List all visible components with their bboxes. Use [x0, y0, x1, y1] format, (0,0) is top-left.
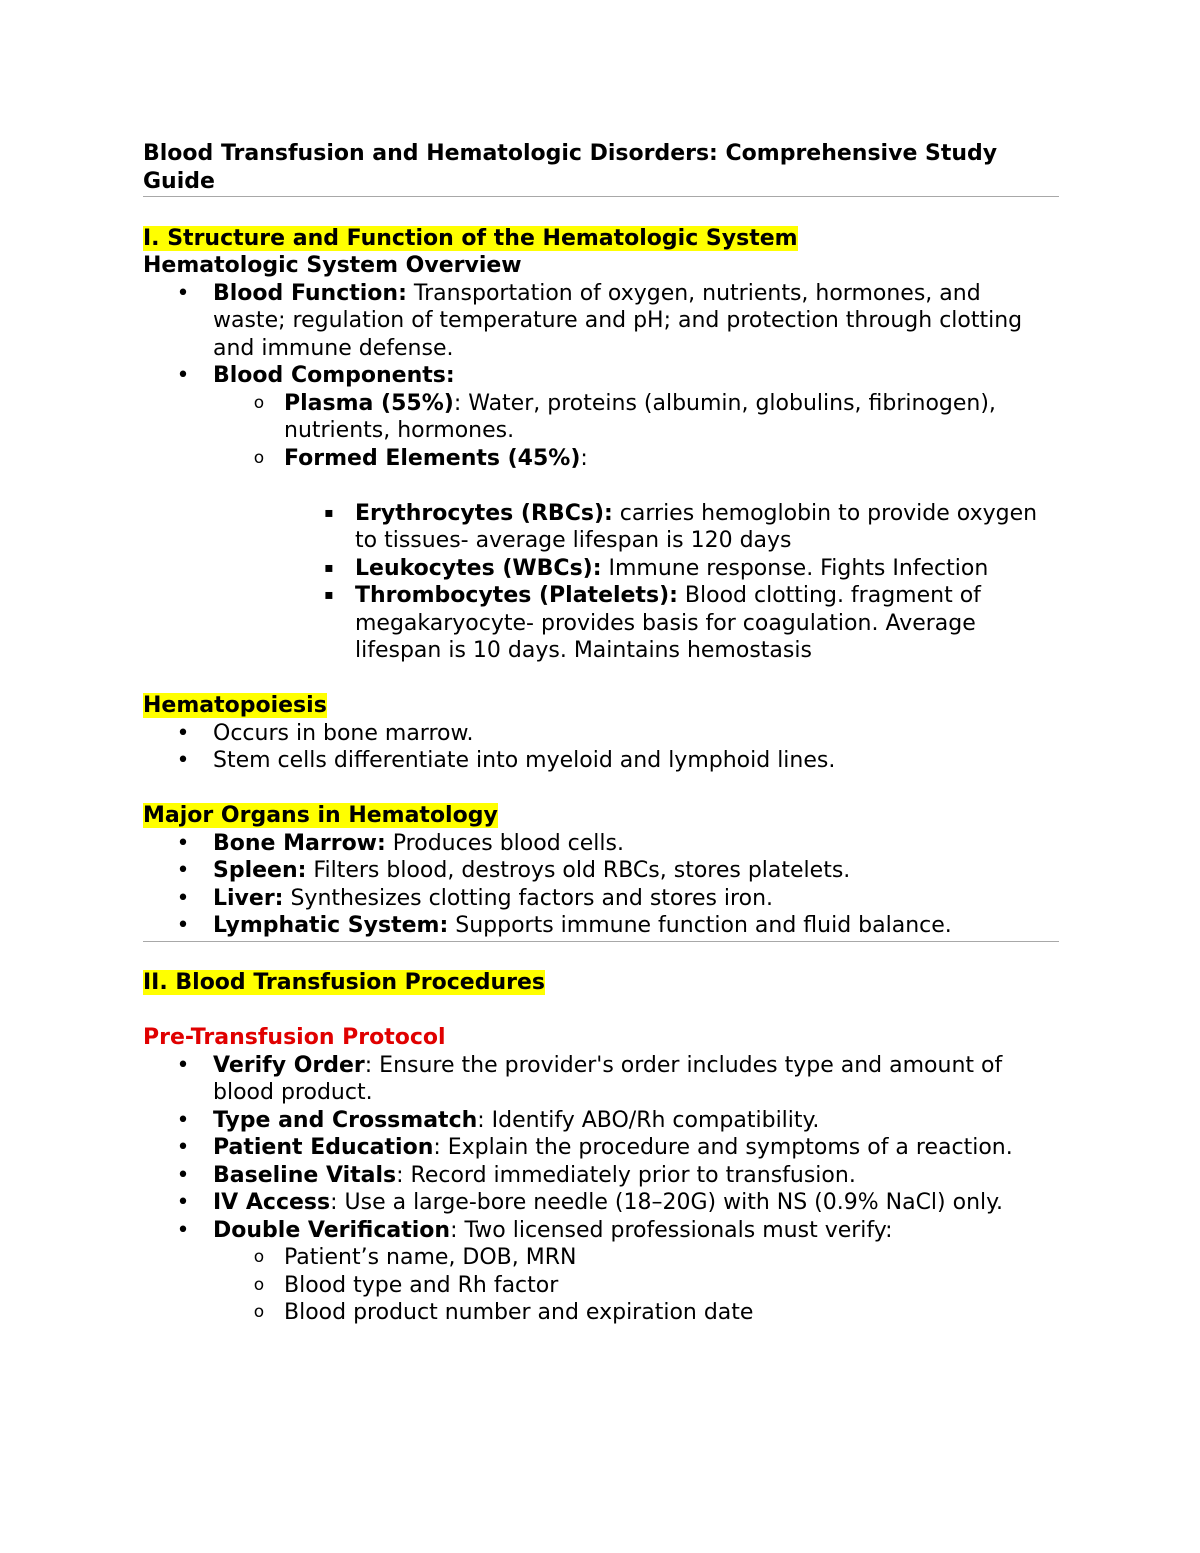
list-item: o Formed Elements (45%): ▪ Erythrocytes (RBCs): carries hemoglobin to provide oxygen to tissues- average lifespan is 120 days ▪ Leukocytes (WBCs): Immune response. Fights Infection ▪ Thrombocytes (Platelets): Blood clotting. fragment of megakaryocyte- provides basis for coagulation. Average lifespan is 10 days. Maintains hemostasis: [213, 445, 1059, 665]
circle-bullet-icon: o: [253, 447, 265, 468]
overview-list: [143, 280, 1059, 665]
hematopoiesis-list: [143, 720, 1059, 775]
bullet-icon: •: [176, 830, 190, 856]
circle-bullet-icon: o: [253, 1274, 265, 1295]
list-item: • Liver: Synthesizes clotting factors and stores iron.: [143, 885, 1059, 913]
organs-list: [143, 830, 1059, 940]
list-item: • Blood Components: o Plasma (55%): Water, proteins (albumin, globulins, fibrinogen), nutrients, hormones. o Formed Elements (45%): ▪ Erythrocytes (RBCs): carries hemoglobin to provide oxygen to tissues- average lifespan is 120 days ▪ Leukocytes (WBCs): Immune response. Fights Infection ▪ Thrombocytes (Platelets): Blood clotting. fragment of megakaryocyte- provides basis for coagulation. Average lifespan is 10 days. Maintains hemostasis: [143, 362, 1059, 665]
list-item: ▪ Thrombocytes (Platelets): Blood clotting. fragment of megakaryocyte- provides basis for coagulation. Average lifespan is 10 days. Maintains hemostasis: [284, 582, 1059, 665]
list-item: ▪ Erythrocytes (RBCs): carries hemoglobin to provide oxygen to tissues- average lifespan is 120 days: [284, 500, 1059, 555]
organs-heading: Major Organs in Hematology: [143, 803, 498, 828]
doc-title: Blood Transfusion and Hematologic Disorders: Comprehensive Study Guide: [143, 141, 998, 194]
circle-bullet-icon: o: [253, 1302, 265, 1322]
list-item: • Patient Education: Explain the procedure and symptoms of a reaction.: [143, 1134, 1059, 1162]
list-item: • Bone Marrow: Produces blood cells.: [143, 830, 1059, 858]
bullet-icon: •: [176, 1135, 190, 1160]
document-page: [143, 140, 1059, 1327]
square-bullet-icon: ▪: [324, 559, 334, 576]
bullet-icon: •: [176, 748, 190, 773]
bullet-icon: •: [176, 1162, 190, 1188]
bullet-icon: •: [176, 1052, 190, 1078]
protocol-heading: Pre-Transfusion Protocol: [143, 1025, 446, 1050]
list-item: • Spleen: Filters blood, destroys old RBCs, stores platelets.: [143, 857, 1059, 885]
list-item: ▪ Leukocytes (WBCs): Immune response. Fights Infection: [284, 555, 1059, 583]
section-2-heading: II. Blood Transfusion Procedures: [143, 970, 546, 995]
bullet-icon: •: [176, 1190, 190, 1215]
bullet-icon: •: [176, 280, 190, 306]
list-item: o Blood product number and expiration date: [213, 1299, 1059, 1327]
components-sublist: [213, 390, 1059, 665]
list-item: • Occurs in bone marrow.: [143, 720, 1059, 748]
cells-sublist: [284, 500, 1059, 665]
square-bullet-icon: ▪: [324, 504, 334, 521]
list-item: • Stem cells differentiate into myeloid and lymphoid lines.: [143, 747, 1059, 775]
bullet-icon: •: [176, 885, 190, 911]
list-item: o Plasma (55%): Water, proteins (albumin, globulins, fibrinogen), nutrients, hormones.: [213, 390, 1059, 445]
overview-subheading: Hematologic System Overview: [143, 253, 522, 278]
bullet-icon: •: [176, 720, 190, 746]
bullet-icon: •: [176, 363, 190, 388]
list-item: • Verify Order: Ensure the provider's order includes type and amount of blood product.: [143, 1052, 1059, 1107]
bullet-icon: •: [176, 913, 190, 938]
bullet-icon: •: [176, 1217, 190, 1243]
list-item: o Patient’s name, DOB, MRN: [213, 1244, 1059, 1272]
bullet-icon: •: [176, 1107, 190, 1133]
bullet-icon: •: [176, 858, 190, 883]
list-item: • IV Access: Use a large-bore needle (18–20G) with NS (0.9% NaCl) only.: [143, 1189, 1059, 1217]
list-item: • Lymphatic System: Supports immune function and fluid balance.: [143, 912, 1059, 940]
list-item: • Baseline Vitals: Record immediately prior to transfusion.: [143, 1162, 1059, 1190]
verify-sublist: [213, 1244, 1059, 1327]
hematopoiesis-heading: Hematopoiesis: [143, 693, 327, 718]
section-1-heading: I. Structure and Function of the Hematologic System: [143, 225, 798, 251]
square-bullet-icon: ▪: [324, 587, 334, 603]
circle-bullet-icon: o: [253, 1247, 265, 1267]
list-item: • Double Verification: Two licensed professionals must verify: o Patient’s name, DOB, MRN o Blood type and Rh factor o Blood product number and expiration date: [143, 1217, 1059, 1327]
protocol-list: [143, 1052, 1059, 1327]
list-item: • Type and Crossmatch: Identify ABO/Rh compatibility.: [143, 1107, 1059, 1135]
list-item: • Blood Function: Transportation of oxygen, nutrients, hormones, and waste; regulation of temperature and pH; and protection through clotting and immune defense.: [143, 280, 1059, 363]
list-item: o Blood type and Rh factor: [213, 1272, 1059, 1300]
circle-bullet-icon: o: [253, 392, 265, 413]
